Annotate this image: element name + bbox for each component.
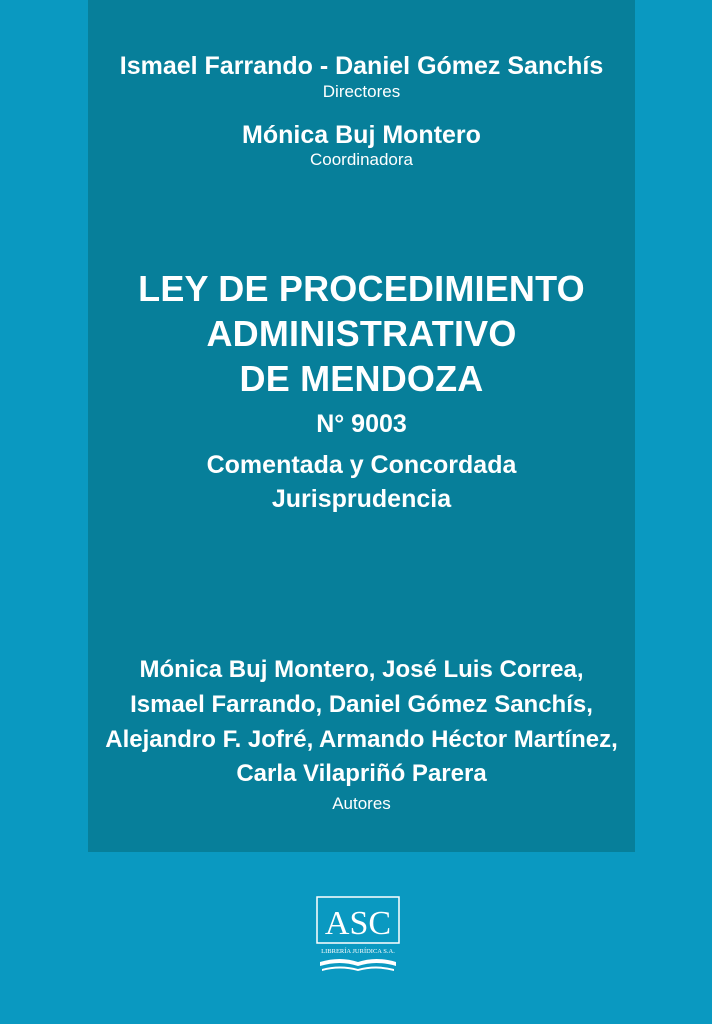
book-icon — [320, 959, 396, 971]
book-title-line-3: DE MENDOZA — [239, 358, 484, 399]
book-title-line-2: ADMINISTRATIVO — [206, 313, 517, 354]
publisher-tagline: LIBRERÍA JURÍDICA S.A. — [321, 948, 395, 955]
directors-role: Directores — [322, 82, 401, 101]
authors-role: Autores — [332, 794, 391, 813]
subtitle-line-2: Jurisprudencia — [271, 485, 452, 513]
cover-panel — [88, 0, 635, 852]
law-number: N° 9003 — [316, 410, 407, 438]
authors-line-4: Carla Vilapriñó Parera — [236, 760, 487, 787]
book-title-line-1: LEY DE PROCEDIMIENTO — [138, 268, 585, 309]
coordinator-role: Coordinadora — [309, 150, 413, 169]
authors-line-2: Ismael Farrando, Daniel Gómez Sanchís, — [130, 691, 593, 718]
publisher-logo — [316, 896, 400, 972]
publisher-logo-text: ASC — [324, 905, 392, 942]
authors-line-1: Mónica Buj Montero, José Luis Correa, — [139, 656, 584, 683]
directors-names: Ismael Farrando - Daniel Gómez Sanchís — [119, 52, 604, 80]
authors-line-3: Alejandro F. Jofré, Armando Héctor Martínez, — [105, 726, 618, 753]
subtitle-line-1: Comentada y Concordada — [206, 451, 517, 479]
coordinator-name: Mónica Buj Montero — [242, 121, 481, 149]
